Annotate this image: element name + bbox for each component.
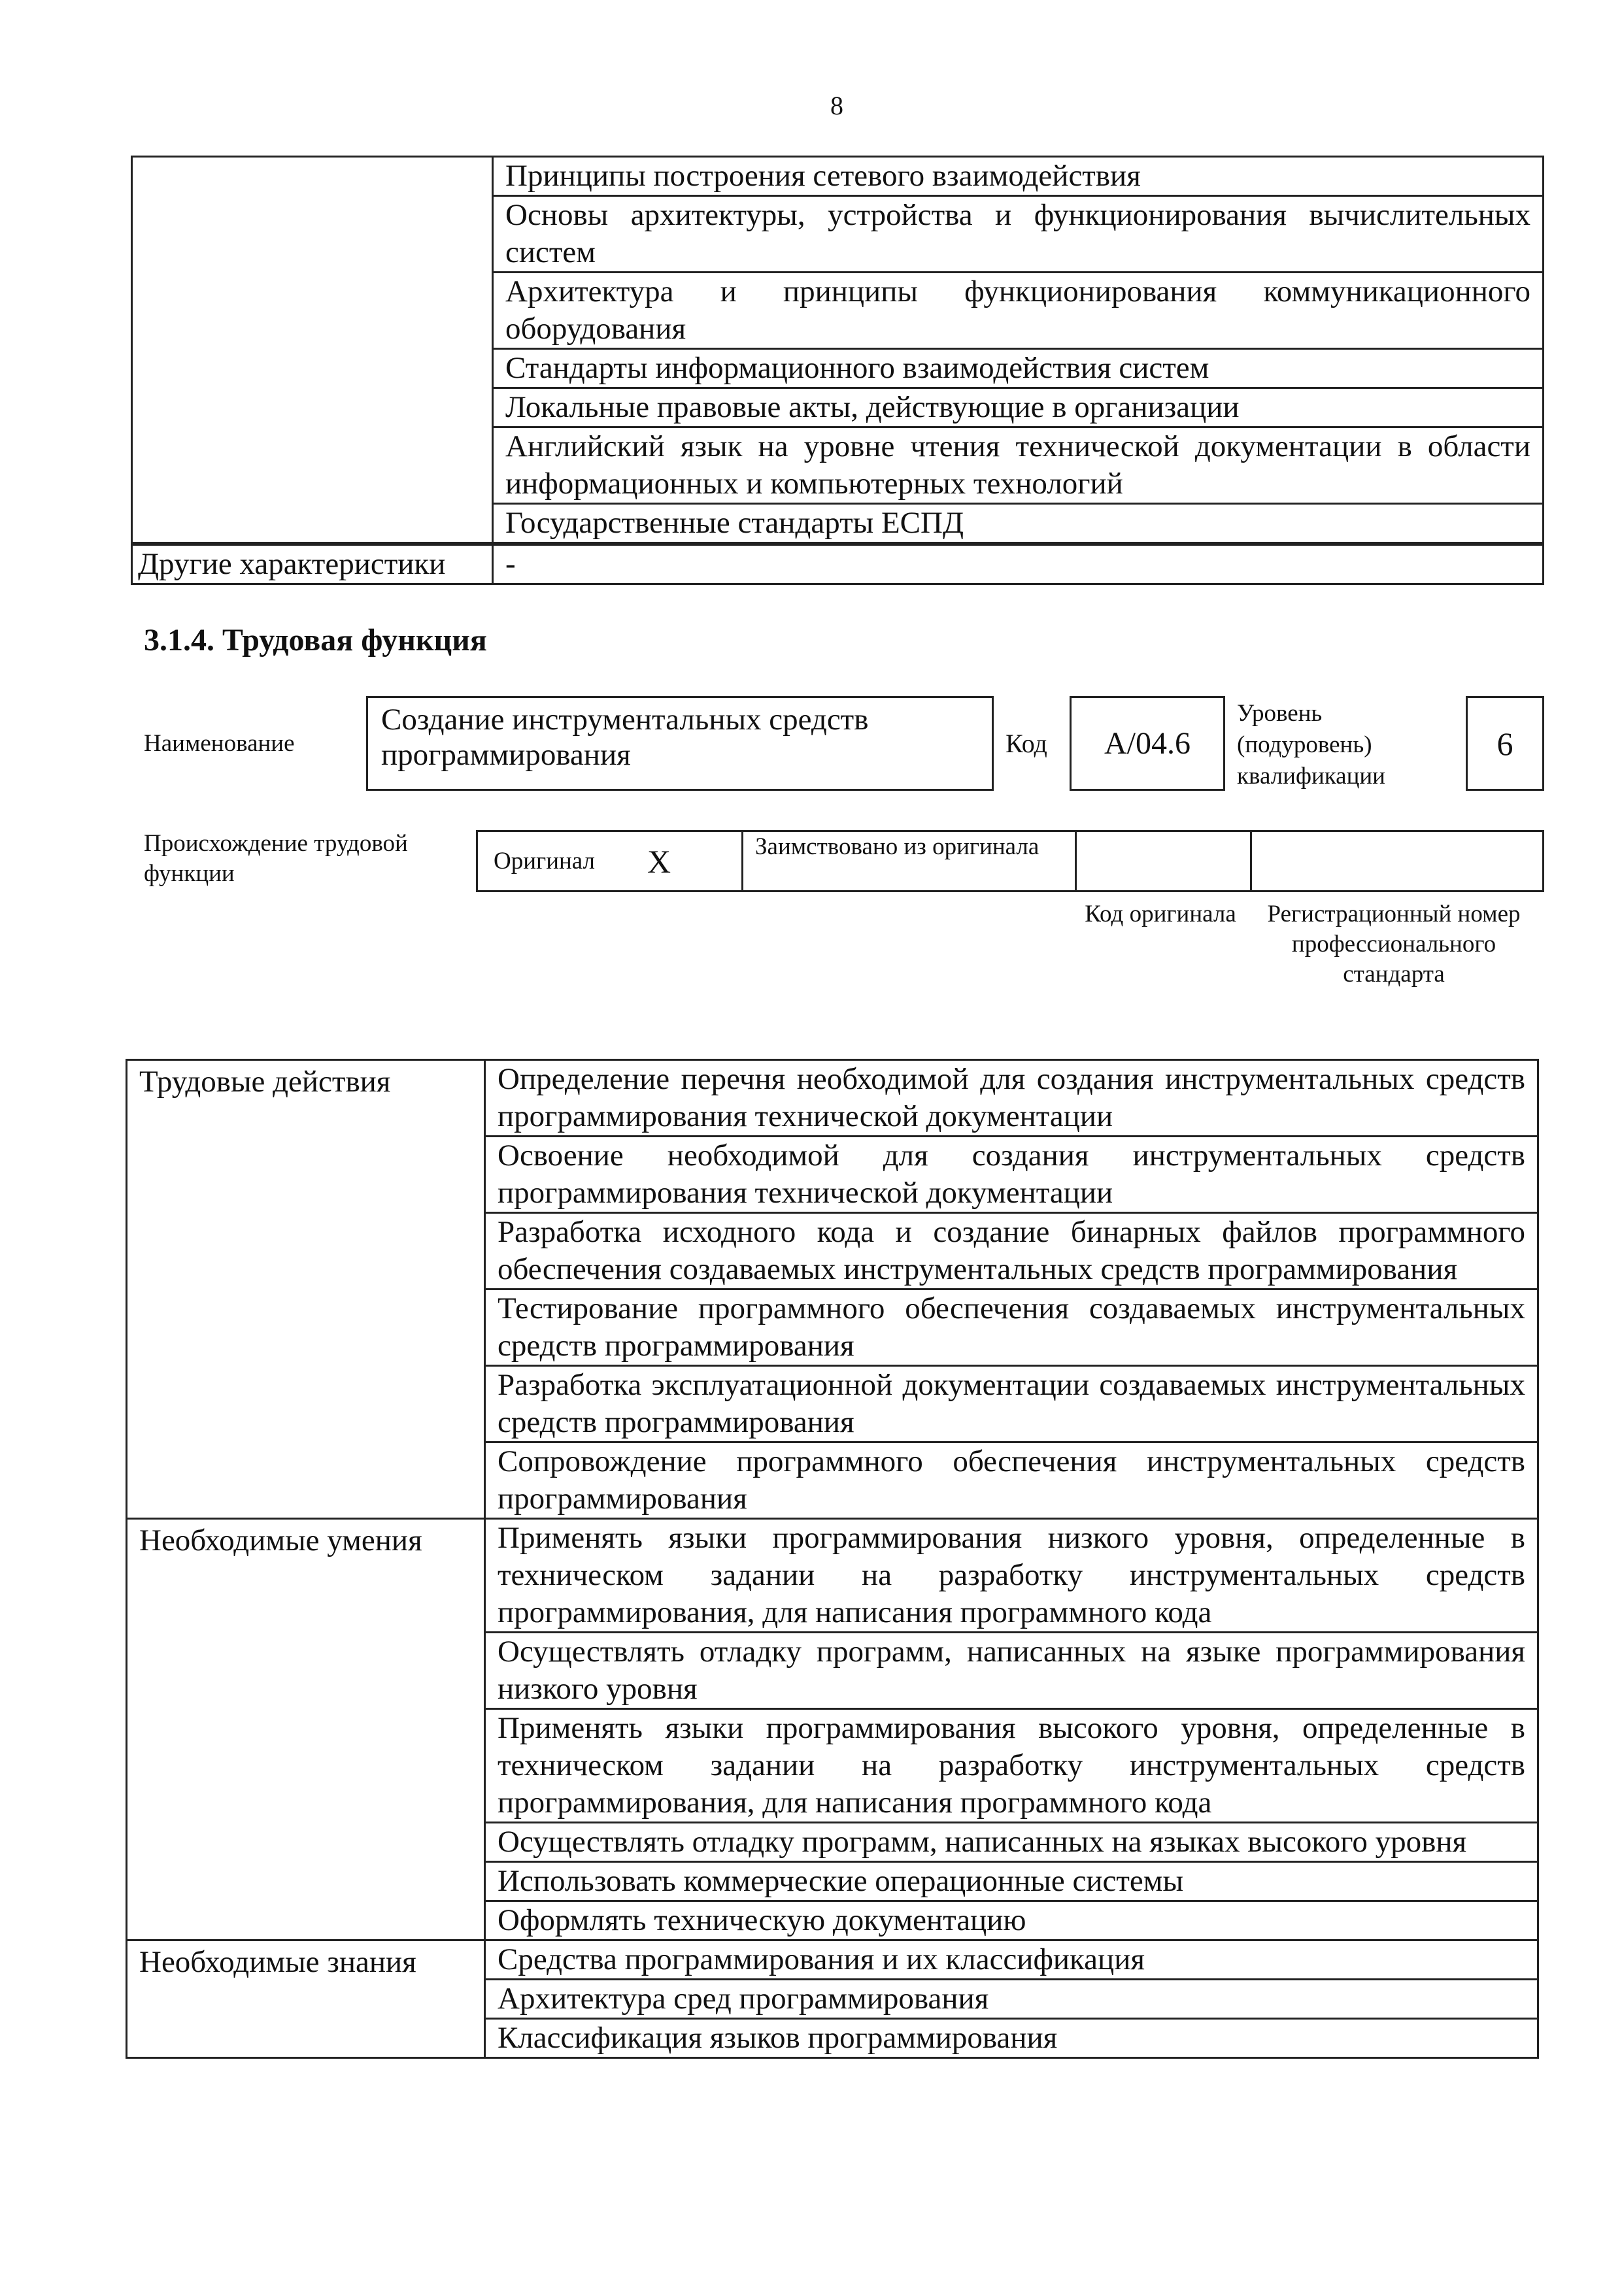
code-original-cell <box>1077 832 1252 890</box>
code-label: Код <box>1005 729 1047 758</box>
labor-actions-label: Трудовые действия <box>127 1060 485 1519</box>
labor-action-item: Тестирование программного обеспечения создаваемых инструментальных средств программирования <box>485 1289 1538 1366</box>
page-number: 8 <box>830 91 843 120</box>
original-label: Оригинал <box>494 847 596 874</box>
code-value: A/04.6 <box>1070 696 1225 791</box>
skills-label: Необходимые умения <box>127 1519 485 1940</box>
knowledge-item: Государственные стандарты ЕСПД <box>493 504 1544 543</box>
labor-action-item: Разработка исходного кода и создание бинарных файлов программного обеспечения создаваемых инструментальных средств программирования <box>485 1213 1538 1289</box>
skill-item: Использовать коммерческие операционные системы <box>485 1862 1538 1901</box>
labor-action-item: Освоение необходимой для создания инструментальных средств программирования технической документации <box>485 1137 1538 1213</box>
reg-number-caption: Регистрационный номер профессионального стандарта <box>1267 901 1521 988</box>
labor-action-item: Определение перечня необходимой для создания инструментальных средств программирования технической документации <box>485 1060 1538 1137</box>
skill-item: Осуществлять отладку программ, написанных на языках высокого уровня <box>485 1823 1538 1862</box>
skill-item: Осуществлять отладку программ, написанных на языке программирования низкого уровня <box>485 1633 1538 1709</box>
knowledge-item: Классификация языков программирования <box>485 2019 1538 2058</box>
knowledge-item: Средства программирования и их классификация <box>485 1940 1538 1980</box>
borrowed-cell: Заимствовано из оригинала <box>743 832 1077 890</box>
other-characteristics-label: Другие характеристики <box>132 545 493 584</box>
level-label: Уровень (подуровень) квалификации <box>1237 700 1385 790</box>
other-characteristics-table <box>131 544 1544 585</box>
labor-function-table <box>126 1059 1539 2059</box>
skill-item: Применять языки программирования высокого уровня, определенные в техническом задании на разработку инструментальных средств программирования, для написания программного кода <box>485 1709 1538 1823</box>
knowledge-item: Архитектура и принципы функционирования коммуникационного оборудования <box>493 273 1544 349</box>
labor-action-item: Сопровождение программного обеспечения инструментальных средств программирования <box>485 1442 1538 1519</box>
knowledge-item: Архитектура сред программирования <box>485 1980 1538 2019</box>
reg-number-cell <box>1252 832 1542 890</box>
function-name-value: Создание инструментальных средств программирования <box>366 696 994 791</box>
origin-table <box>476 830 1544 892</box>
code-original-caption: Код оригинала <box>1085 901 1236 927</box>
other-characteristics-value: - <box>493 545 1544 584</box>
origin-label: Происхождение трудовой функции <box>144 830 408 887</box>
name-label: Наименование <box>144 730 295 757</box>
original-mark: X <box>647 842 671 880</box>
knowledge-item: Принципы построения сетевого взаимодействия <box>493 157 1544 196</box>
level-value: 6 <box>1466 696 1544 791</box>
empty-label-cell <box>132 157 493 543</box>
section-heading: 3.1.4. Трудовая функция <box>144 623 487 657</box>
knowledge-continuation-table <box>131 156 1544 544</box>
knowledge-label: Необходимые знания <box>127 1940 485 2058</box>
knowledge-item: Локальные правовые акты, действующие в организации <box>493 388 1544 427</box>
original-cell <box>478 832 743 890</box>
knowledge-item: Английский язык на уровне чтения технической документации в области информационных и компьютерных технологий <box>493 427 1544 504</box>
skill-item: Оформлять техническую документацию <box>485 1901 1538 1940</box>
skill-item: Применять языки программирования низкого уровня, определенные в техническом задании на разработку инструментальных средств программирования, для написания программного кода <box>485 1519 1538 1633</box>
knowledge-item: Основы архитектуры, устройства и функционирования вычислительных систем <box>493 196 1544 273</box>
knowledge-item: Стандарты информационного взаимодействия систем <box>493 349 1544 388</box>
labor-action-item: Разработка эксплуатационной документации создаваемых инструментальных средств программирования <box>485 1366 1538 1442</box>
